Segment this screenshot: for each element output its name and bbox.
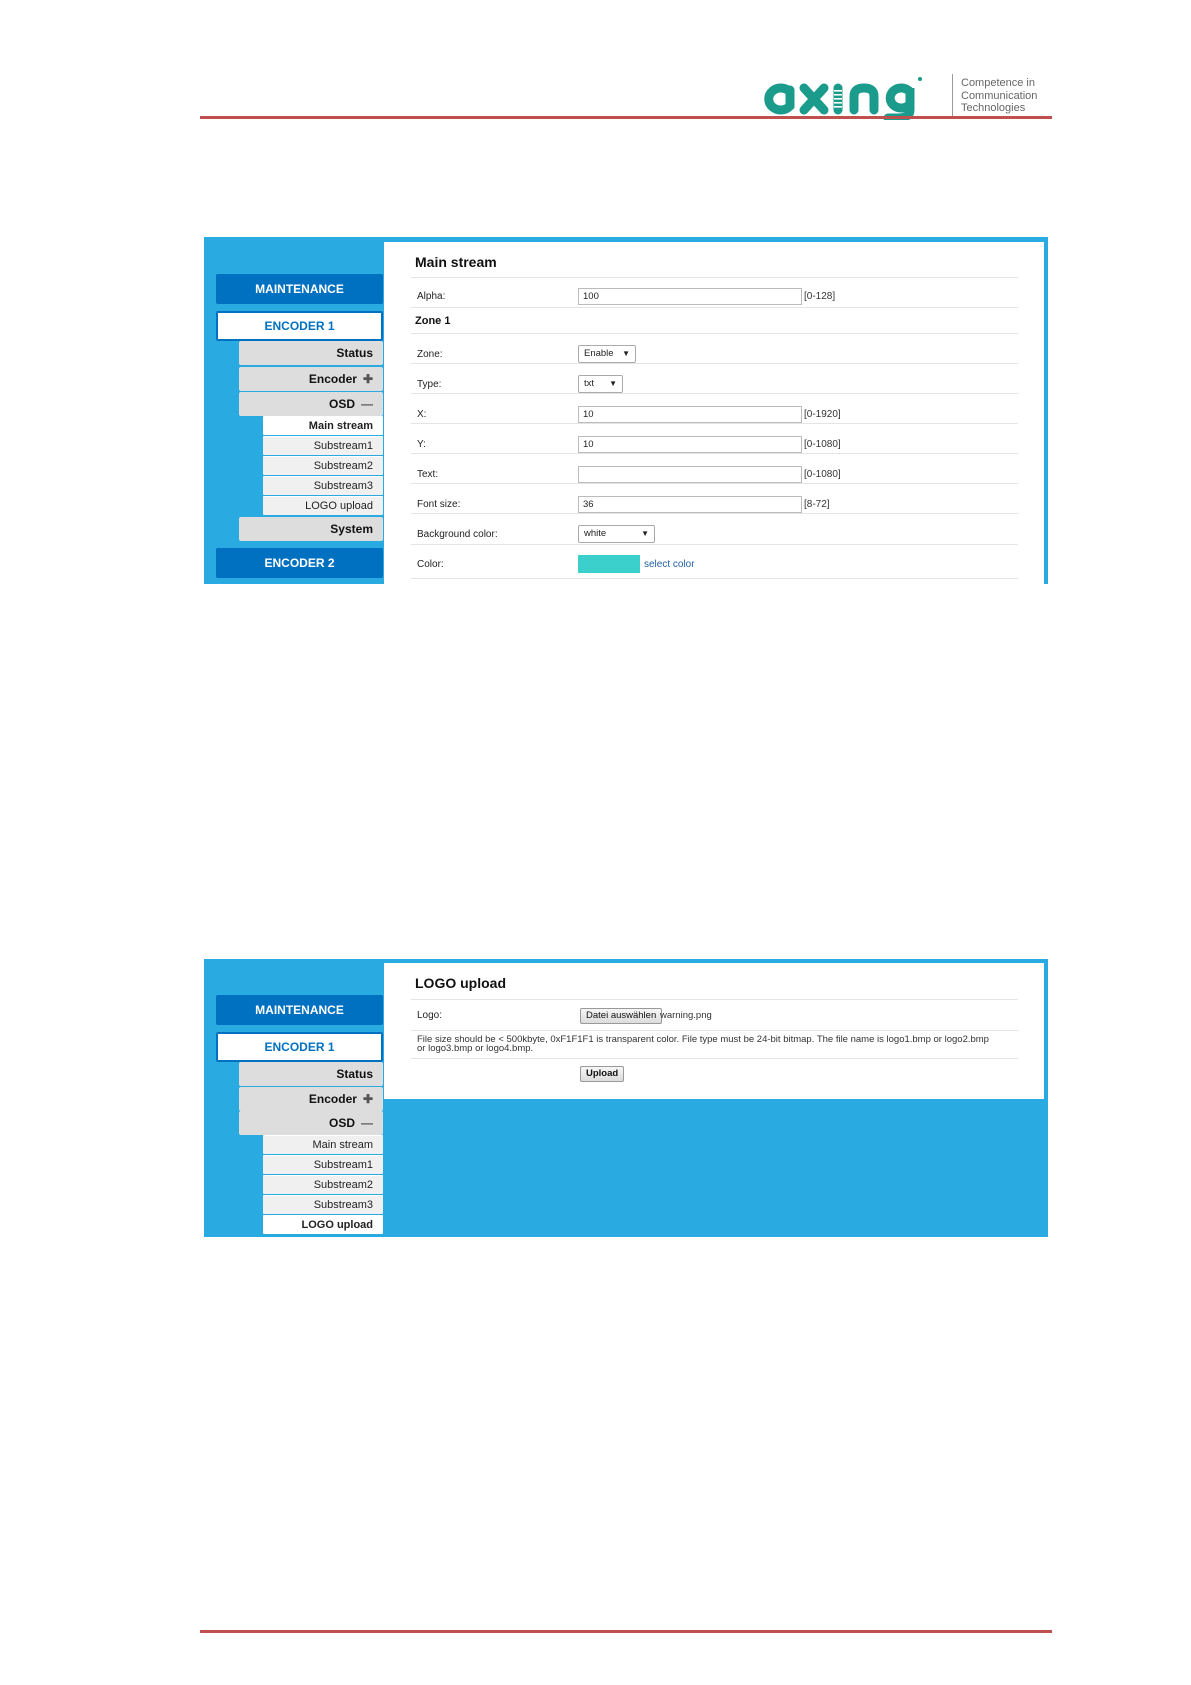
background-color-select[interactable] [578, 525, 655, 543]
nav-substream3-label: Substream3 [313, 480, 373, 492]
nav-substream3[interactable] [263, 1195, 383, 1214]
dropdown-arrow-icon: ▼ [622, 349, 630, 358]
tagline [961, 77, 1037, 115]
row-divider [411, 453, 1018, 454]
nav-substream1[interactable] [263, 1155, 383, 1174]
nav-system-label: System [330, 522, 373, 536]
nav-osd-label: OSD [328, 1116, 355, 1130]
page-title: LOGO upload [415, 975, 506, 991]
nav-main-stream[interactable] [263, 416, 383, 435]
nav-encoder[interactable] [239, 1087, 383, 1111]
logo-upload-panel [384, 963, 1044, 1099]
type-label: Type: [417, 379, 442, 390]
zone-select-value: Enable [584, 348, 614, 359]
y-input[interactable]: 10 [578, 436, 802, 453]
nav-maintenance[interactable] [216, 995, 383, 1025]
footer-rule [200, 1630, 1052, 1633]
tagline-line-2: Communication [961, 89, 1038, 102]
select-color-link[interactable]: select color [644, 559, 695, 570]
nav-osd[interactable] [239, 392, 383, 416]
nav-substream2-label: Substream2 [313, 1179, 373, 1191]
nav-system[interactable] [239, 517, 383, 541]
zone-heading: Zone 1 [415, 315, 451, 327]
text-label: Text: [417, 469, 439, 480]
nav-status-label: Status [336, 346, 373, 360]
nav-substream2[interactable] [263, 456, 383, 475]
x-input[interactable]: 10 [578, 406, 802, 423]
background-color-select-value: white [584, 528, 607, 539]
nav-encoder-1[interactable] [216, 311, 383, 341]
nav-encoder[interactable] [239, 367, 383, 391]
nav-encoder-1-label: ENCODER 1 [264, 1040, 335, 1054]
row-divider [411, 544, 1018, 545]
header-rule [200, 116, 1052, 119]
choose-file-button[interactable]: Datei auswählen [580, 1008, 662, 1024]
type-select[interactable] [578, 375, 623, 393]
color-label: Color: [417, 559, 444, 570]
plus-icon: ✚ [362, 1092, 373, 1106]
screenshot-logo-upload [204, 959, 1048, 1237]
upload-note: File size should be < 500kbyte, 0xF1F1F1 is transparent color. File type must be 24-bit bitmap. The file name is logo1.bmp or logo2.bmp or logo3.bmp or logo4.bmp. [417, 1034, 989, 1054]
nav-substream2[interactable] [263, 1175, 383, 1194]
row-divider [411, 277, 1018, 278]
background-color-label: Background color: [417, 529, 498, 540]
row-divider [411, 307, 1018, 308]
alpha-range: [0-128] [804, 291, 836, 302]
nav-maintenance[interactable] [216, 274, 383, 304]
row-divider [411, 483, 1018, 484]
minus-icon: — [361, 1116, 373, 1130]
alpha-input[interactable]: 100 [578, 288, 802, 305]
main-stream-panel [384, 242, 1044, 584]
nav-maintenance-label: MAINTENANCE [255, 282, 344, 296]
zone-select[interactable] [578, 345, 636, 363]
nav-encoder-1-label: ENCODER 1 [264, 319, 335, 333]
alpha-label: Alpha: [417, 291, 446, 302]
upload-button[interactable]: Upload [580, 1066, 624, 1082]
dropdown-arrow-icon: ▼ [609, 379, 617, 388]
nav-status[interactable] [239, 341, 383, 365]
tagline-line-3: Technologies [961, 102, 1026, 114]
row-divider [411, 513, 1018, 514]
page-title: Main stream [415, 254, 497, 270]
nav-maintenance-label: MAINTENANCE [255, 1003, 344, 1017]
nav-logo-upload[interactable] [263, 496, 383, 515]
x-range: [0-1920] [804, 409, 841, 420]
nav-encoder-label: Encoder [308, 372, 357, 386]
type-select-value: txt [584, 378, 595, 389]
nav-encoder-2[interactable] [216, 548, 383, 578]
y-range: [0-1080] [804, 439, 841, 450]
row-divider [411, 1030, 1018, 1031]
minus-icon: — [361, 397, 373, 411]
tagline-line-1: Competence in [961, 77, 1035, 89]
color-swatch[interactable] [578, 555, 640, 573]
row-divider [411, 423, 1018, 424]
nav-main-stream-label: Main stream [312, 1139, 373, 1151]
y-label: Y: [417, 439, 426, 450]
nav-logo-upload-label: LOGO upload [301, 1219, 373, 1231]
plus-icon: ✚ [362, 372, 373, 386]
row-divider [411, 393, 1018, 394]
nav-main-stream-label: Main stream [308, 420, 373, 432]
nav-substream3-label: Substream3 [313, 1199, 373, 1211]
x-label: X: [417, 409, 427, 420]
tagline-separator [952, 74, 953, 116]
nav-encoder-label: Encoder [308, 1092, 357, 1106]
row-divider [411, 999, 1018, 1000]
row-divider [411, 578, 1018, 579]
nav-encoder-1[interactable] [216, 1032, 383, 1062]
dropdown-arrow-icon: ▼ [641, 529, 649, 538]
text-input[interactable] [578, 466, 802, 483]
row-divider [411, 363, 1018, 364]
text-range: [0-1080] [804, 469, 841, 480]
zone-label: Zone: [417, 349, 443, 360]
font-size-label: Font size: [417, 499, 461, 510]
nav-status[interactable] [239, 1062, 383, 1086]
nav-substream3[interactable] [263, 476, 383, 495]
nav-main-stream[interactable] [263, 1135, 383, 1154]
logo-label: Logo: [417, 1010, 443, 1021]
nav-osd[interactable] [239, 1111, 383, 1135]
nav-logo-upload[interactable] [263, 1215, 383, 1234]
row-divider [411, 333, 1018, 334]
font-size-range: [8-72] [804, 499, 830, 510]
nav-substream1-label: Substream1 [313, 1159, 373, 1171]
nav-osd-label: OSD [328, 397, 355, 411]
row-divider [411, 1058, 1018, 1059]
nav-substream1-label: Substream1 [313, 440, 373, 452]
font-size-input[interactable]: 36 [578, 496, 802, 513]
axing-logo [760, 76, 952, 120]
nav-substream2-label: Substream2 [313, 460, 373, 472]
screenshot-main-stream [204, 237, 1048, 584]
nav-logo-upload-label: LOGO upload [305, 500, 373, 512]
nav-substream1[interactable] [263, 436, 383, 455]
nav-status-label: Status [336, 1067, 373, 1081]
nav-encoder-2-label: ENCODER 2 [264, 556, 335, 570]
file-name: warning.png [660, 1010, 712, 1021]
